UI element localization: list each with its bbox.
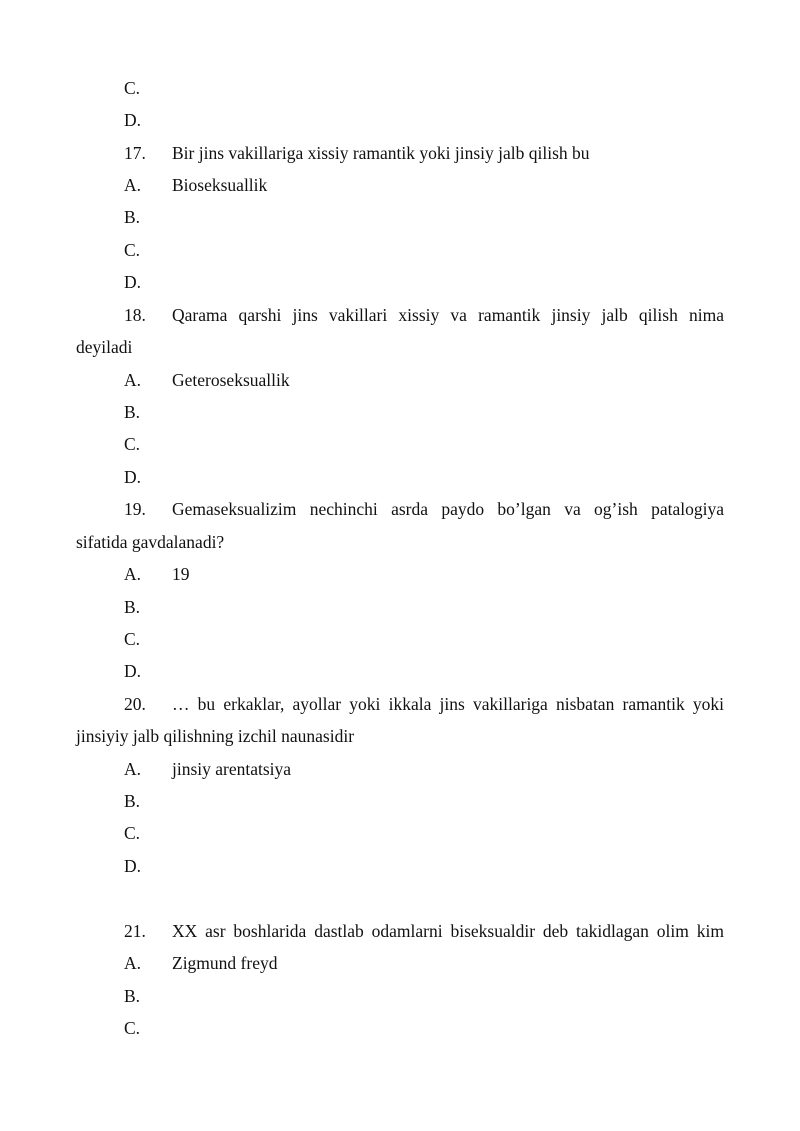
question-17	[0, 141, 800, 165]
option-label: C.	[124, 629, 141, 649]
option-c	[0, 76, 800, 100]
option-text: 19	[172, 564, 190, 584]
question-18	[0, 303, 800, 327]
option-label: B.	[124, 597, 141, 617]
option-d	[0, 108, 800, 132]
option-text: Geteroseksuallik	[172, 370, 290, 390]
question-number: 20.	[124, 694, 146, 714]
question-19-continuation	[0, 530, 800, 554]
question-number: 18.	[124, 305, 146, 325]
question-number: 19.	[124, 499, 146, 519]
question-20-continuation	[0, 724, 800, 748]
option-label: C.	[124, 240, 141, 260]
question-19	[0, 497, 800, 521]
option-label: A.	[124, 953, 142, 973]
option-label: B.	[124, 402, 141, 422]
option-a	[0, 173, 800, 197]
option-d	[0, 659, 800, 683]
option-label: C.	[124, 823, 141, 843]
option-label: C.	[124, 434, 141, 454]
option-label: D.	[124, 856, 142, 876]
option-a	[0, 757, 800, 781]
option-c	[0, 238, 800, 262]
option-c	[0, 432, 800, 456]
option-label: A.	[124, 370, 142, 390]
option-b	[0, 984, 800, 1008]
question-text-continued: sifatida gavdalanadi?	[76, 532, 225, 552]
option-a	[0, 951, 800, 975]
question-21	[0, 919, 800, 943]
option-d	[0, 465, 800, 489]
question-text: Gemaseksualizim nechinchi asrda paydo bo’lgan va og’ish patalogiya	[172, 499, 724, 519]
question-number: 21.	[124, 921, 146, 941]
question-18-continuation	[0, 335, 800, 359]
option-text: Zigmund freyd	[172, 953, 278, 973]
option-label: A.	[124, 759, 142, 779]
option-a	[0, 368, 800, 392]
question-text: … bu erkaklar, ayollar yoki ikkala jins vakillariga nisbatan ramantik yoki	[172, 694, 724, 714]
question-number: 17.	[124, 143, 146, 163]
question-20	[0, 692, 800, 716]
option-c	[0, 821, 800, 845]
question-text: Bir jins vakillariga xissiy ramantik yoki jinsiy jalb qilish bu	[172, 143, 590, 163]
option-c	[0, 627, 800, 651]
option-d	[0, 854, 800, 878]
option-label: A.	[124, 175, 142, 195]
question-text: XX asr boshlarida dastlab odamlarni biseksualdir deb takidlagan olim kim	[172, 921, 724, 941]
option-label: D.	[124, 661, 142, 681]
option-label: D.	[124, 110, 142, 130]
option-label: B.	[124, 207, 141, 227]
option-a	[0, 562, 800, 586]
option-b	[0, 205, 800, 229]
question-text: Qarama qarshi jins vakillari xissiy va ramantik jinsiy jalb qilish nima	[172, 305, 724, 325]
option-b	[0, 789, 800, 813]
option-b	[0, 595, 800, 619]
option-text: jinsiy arentatsiya	[172, 759, 292, 779]
question-text-continued: deyiladi	[76, 337, 133, 357]
option-label: D.	[124, 272, 142, 292]
option-label: B.	[124, 791, 141, 811]
option-label: C.	[124, 78, 141, 98]
option-d	[0, 270, 800, 294]
option-b	[0, 400, 800, 424]
option-label: B.	[124, 986, 141, 1006]
option-c	[0, 1016, 800, 1040]
option-label: C.	[124, 1018, 141, 1038]
option-label: A.	[124, 564, 142, 584]
option-label: D.	[124, 467, 142, 487]
question-text-continued: jinsiyiy jalb qilishning izchil naunasidir	[76, 726, 355, 746]
option-text: Bioseksuallik	[172, 175, 268, 195]
